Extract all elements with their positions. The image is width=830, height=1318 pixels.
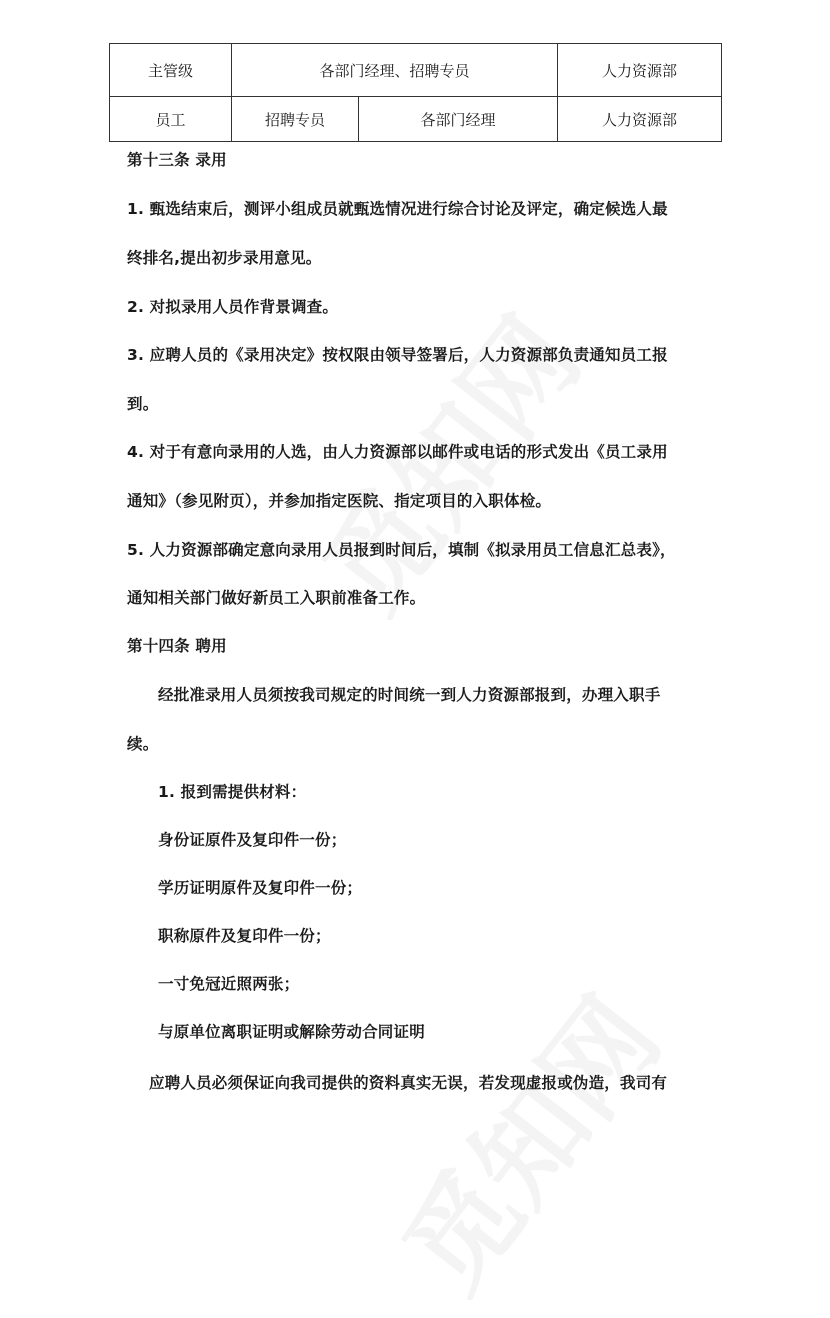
table-cell-level: 主管级 — [110, 44, 232, 97]
materials-item: 与原单位离职证明或解除劳动合同证明 — [158, 1023, 425, 1041]
closing-paragraph: 应聘人员必须保证向我司提供的资料真实无误，若发现虚报或伪造，我司有 — [149, 1074, 668, 1092]
article-14-intro: 经批准录用人员须按我司规定的时间统一到人力资源部报到，办理入职手 — [158, 686, 661, 704]
table-row — [110, 97, 722, 142]
table-cell-department: 人力资源部 — [558, 97, 722, 142]
materials-item: 职称原件及复印件一份； — [158, 927, 331, 945]
table-row — [110, 44, 722, 97]
materials-item: 身份证原件及复印件一份； — [158, 831, 347, 849]
article-13-item-3-cont: 到。 — [127, 395, 159, 413]
article-13-heading: 第十三条 录用 — [127, 151, 227, 169]
article-14-heading: 第十四条 聘用 — [127, 637, 227, 655]
watermark-bottom — [361, 960, 689, 1317]
table-cell-department: 人力资源部 — [558, 44, 722, 97]
article-14-intro-cont: 续。 — [127, 735, 159, 753]
table-cell-level: 员工 — [110, 97, 232, 142]
article-13-item-4: 4. 对于有意向录用的人选，由人力资源部以邮件或电话的形式发出《员工录用 — [127, 443, 668, 461]
article-13-item-1-cont: 终排名,提出初步录用意见。 — [127, 249, 322, 267]
article-13-item-4-cont: 通知》（参见附页），并参加指定医院、指定项目的入职体检。 — [127, 492, 552, 510]
article-13-item-1: 1. 甄选结束后，测评小组成员就甄选情况进行综合讨论及评定，确定候选人最 — [127, 200, 668, 218]
roles-table — [109, 43, 722, 142]
article-13-item-5: 5. 人力资源部确定意向录用人员报到时间后，填制《拟录用员工信息汇总表》， — [127, 541, 676, 559]
article-13-item-5-cont: 通知相关部门做好新员工入职前准备工作。 — [127, 589, 426, 607]
materials-item: 学历证明原件及复印件一份； — [158, 879, 363, 897]
article-13-item-2: 2. 对拟录用人员作背景调查。 — [127, 298, 339, 316]
table-cell-reviewer: 各部门经理 — [359, 97, 558, 142]
article-13-item-3: 3. 应聘人员的《录用决定》按权限由领导签署后，人力资源部负责通知员工报 — [127, 346, 668, 364]
table-cell-interviewer: 各部门经理、招聘专员 — [232, 44, 558, 97]
materials-item: 一寸免冠近照两张； — [158, 975, 300, 993]
materials-title: 1. 报到需提供材料： — [158, 783, 307, 801]
table-cell-interviewer: 招聘专员 — [232, 97, 359, 142]
